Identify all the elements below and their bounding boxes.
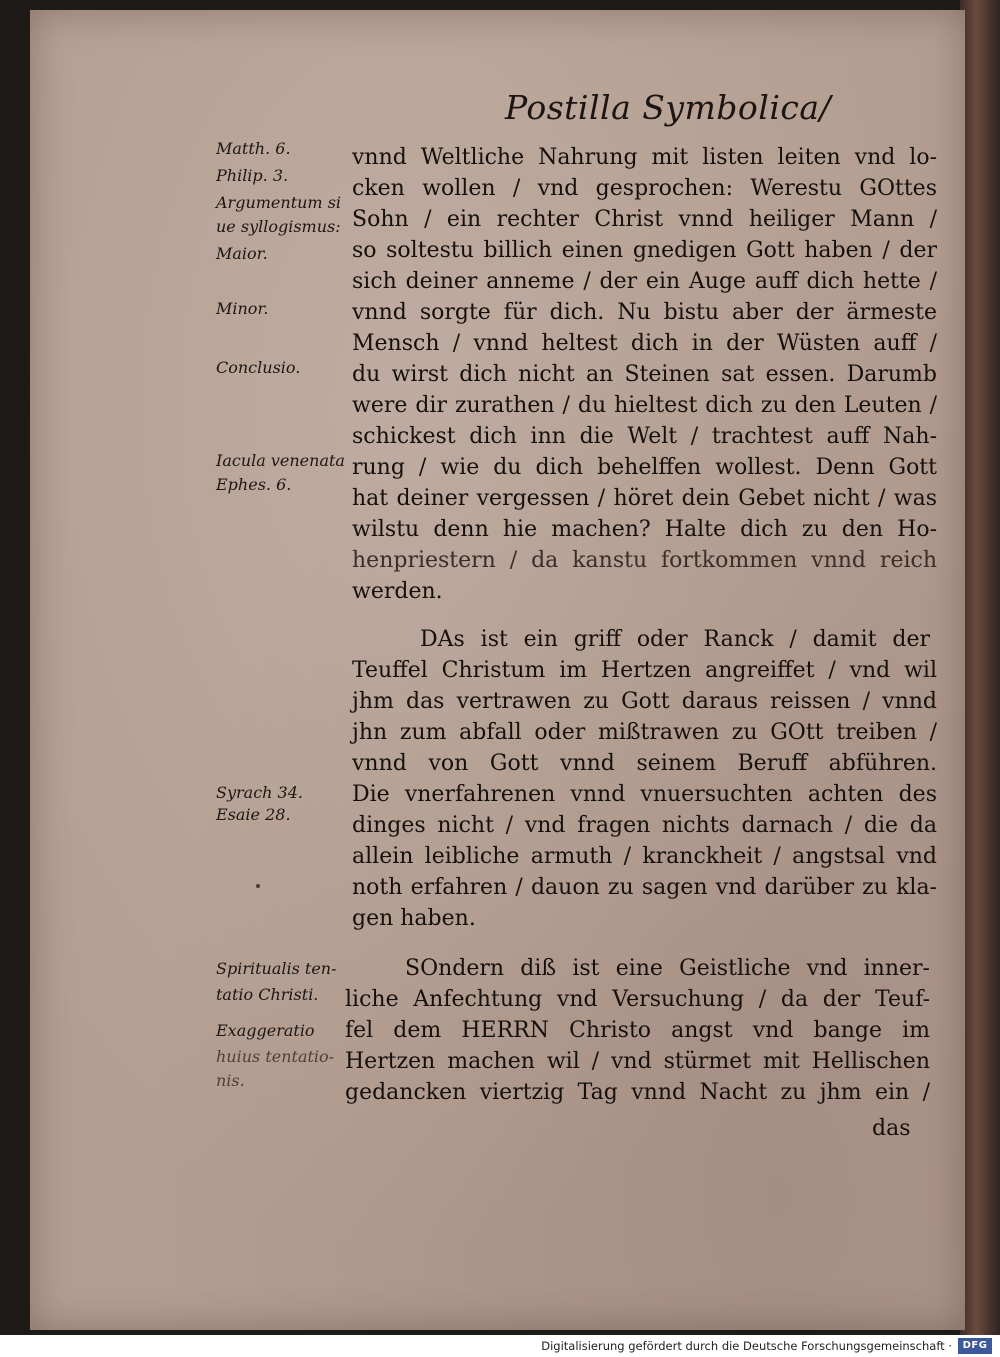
footer-credit: Digitalisierung gefördert durch die Deutsche Forschungsgemeinschaft · [541, 1339, 952, 1353]
body-line: wilstu denn hie machen? Halte dich zu den Ho- [352, 517, 937, 542]
body-line: liche Anfechtung vnd Versuchung / da der Teuf- [345, 987, 930, 1012]
body-line: Sohn / ein rechter Christ vnnd heiliger Mann / [352, 207, 937, 232]
catchword: das [872, 1116, 911, 1141]
body-line: SOndern diß ist eine Geistliche vnd inner- [405, 956, 930, 981]
running-head: Postilla Symbolica/ [505, 88, 832, 127]
margin-note: Conclusio. [216, 358, 301, 377]
dfg-logo: DFG [958, 1338, 992, 1354]
ink-speck [256, 884, 260, 888]
body-line: allein leibliche armuth / kranckheit / angstsal vnd [352, 844, 937, 869]
margin-note: Spiritualis ten- [216, 959, 337, 978]
body-line: Teuffel Christum im Hertzen angreiffet / vnd wil [352, 658, 937, 683]
margin-note: Esaie 28. [216, 805, 291, 824]
margin-note: Exaggeratio [216, 1021, 315, 1040]
margin-note: Iacula venenata [216, 451, 345, 470]
body-line: gen haben. [352, 906, 476, 931]
body-line: noth erfahren / dauon zu sagen vnd darüber zu kla- [352, 875, 937, 900]
margin-note: Minor. [216, 299, 269, 318]
margin-note: Ephes. 6. [216, 475, 292, 494]
body-line: vnnd Weltliche Nahrung mit listen leiten vnd lo- [352, 145, 937, 170]
margin-note: huius tentatio- [216, 1047, 335, 1066]
body-line: Die vnerfahrenen vnnd vnuersuchten achten des [352, 782, 937, 807]
margin-note: Argumentum si [216, 193, 342, 212]
body-line: sich deiner anneme / der ein Auge auff dich hette / [352, 269, 937, 294]
margin-note: Syrach 34. [216, 783, 303, 802]
margin-note: Maior. [216, 244, 268, 263]
body-line: fel dem HERRN Christo angst vnd bange im [345, 1018, 930, 1043]
body-line: were dir zurathen / du hieltest dich zu den Leuten / [352, 393, 937, 418]
body-line: schickest dich inn die Welt / trachtest auff Nah- [352, 424, 937, 449]
body-line: cken wollen / vnd gesprochen: Werestu GOttes [352, 176, 937, 201]
body-line: hat deiner vergessen / höret dein Gebet nicht / was [352, 486, 937, 511]
margin-note: ue syllogismus: [216, 217, 341, 236]
body-line: du wirst dich nicht an Steinen sat essen. Darumb [352, 362, 937, 387]
body-line: Mensch / vnnd heltest dich in der Wüsten auff / [352, 331, 937, 356]
body-line: henpriestern / da kanstu fortkommen vnnd reich [352, 548, 937, 573]
margin-note: nis. [216, 1071, 245, 1090]
margin-note: Matth. 6. [216, 139, 291, 158]
body-line: so soltestu billich einen gnedigen Gott haben / der [352, 238, 937, 263]
footer-bar [0, 1335, 1000, 1357]
body-line: Hertzen machen wil / vnd stürmet mit Hellischen [345, 1049, 930, 1074]
body-line: werden. [352, 579, 443, 604]
body-line: rung / wie du dich behelffen wollest. Denn Gott [352, 455, 937, 480]
scan-edge [960, 0, 1000, 1335]
margin-note: Philip. 3. [216, 166, 289, 185]
body-line: vnnd sorgte für dich. Nu bistu aber der ärmeste [352, 300, 937, 325]
margin-note: tatio Christi. [216, 985, 319, 1004]
body-line: dinges nicht / vnd fragen nichts darnach / die da [352, 813, 937, 838]
body-line: jhn zum abfall oder mißtrawen zu GOtt treiben / [352, 720, 937, 745]
body-line: gedancken viertzig Tag vnnd Nacht zu jhm ein / [345, 1080, 930, 1105]
body-line: jhm das vertrawen zu Gott daraus reissen / vnnd [352, 689, 937, 714]
body-line: vnnd von Gott vnnd seinem Beruff abführen. [352, 751, 937, 776]
body-line: DAs ist ein griff oder Ranck / damit der [420, 627, 930, 652]
